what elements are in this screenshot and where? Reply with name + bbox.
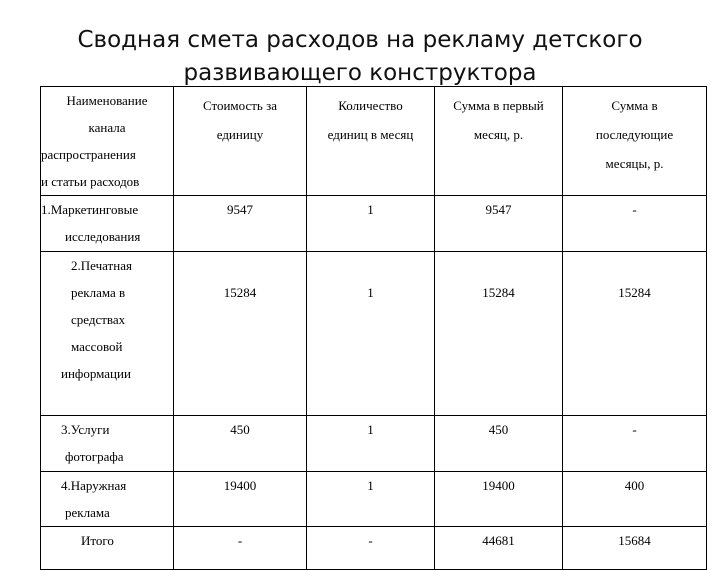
cell-quantity: 1 xyxy=(307,416,435,472)
title-line-1: Сводная смета расходов на рекламу детского xyxy=(77,27,643,53)
table-row xyxy=(41,252,707,416)
cell-next-months: 15284 xyxy=(563,252,707,416)
cell-unit-cost: 19400 xyxy=(174,472,307,527)
row-name: 2.Печатная реклама в средствах массовой информации xyxy=(41,252,174,416)
table-total-row xyxy=(41,527,707,570)
cell-first-month: 19400 xyxy=(435,472,563,527)
header-next-months-sum: Сумма в последующие месяцы, р. xyxy=(563,87,707,196)
cell-quantity: - xyxy=(307,527,435,570)
cost-estimate-table xyxy=(40,86,707,570)
cell-unit-cost: 15284 xyxy=(174,252,307,416)
cell-unit-cost: 450 xyxy=(174,416,307,472)
cell-unit-cost: 9547 xyxy=(174,196,307,252)
table-row xyxy=(41,196,707,252)
row-name: 1.Маркетинговые исследования xyxy=(41,196,174,252)
cell-quantity: 1 xyxy=(307,196,435,252)
title-line-2: развивающего конструктора xyxy=(183,60,537,86)
cell-next-months: - xyxy=(563,196,707,252)
cell-first-month: 450 xyxy=(435,416,563,472)
cell-unit-cost: - xyxy=(174,527,307,570)
table-row xyxy=(41,416,707,472)
cell-next-months: 400 xyxy=(563,472,707,527)
row-name: Итого xyxy=(41,527,174,570)
cell-quantity: 1 xyxy=(307,472,435,527)
cell-first-month: 9547 xyxy=(435,196,563,252)
header-unit-cost: Стоимость за единицу xyxy=(174,87,307,196)
table-header-row xyxy=(41,87,707,196)
cell-first-month: 44681 xyxy=(435,527,563,570)
table-row xyxy=(41,472,707,527)
header-first-month-sum: Сумма в первый месяц, р. xyxy=(435,87,563,196)
cell-next-months: 15684 xyxy=(563,527,707,570)
header-quantity: Количество единиц в месяц xyxy=(307,87,435,196)
cell-first-month: 15284 xyxy=(435,252,563,416)
row-name: 4.Наружная реклама xyxy=(41,472,174,527)
cell-quantity: 1 xyxy=(307,252,435,416)
document-title xyxy=(0,24,720,90)
row-name: 3.Услуги фотографа xyxy=(41,416,174,472)
header-channel-name: Наименование канала распространения и статьи расходов xyxy=(41,87,174,196)
cell-next-months: - xyxy=(563,416,707,472)
